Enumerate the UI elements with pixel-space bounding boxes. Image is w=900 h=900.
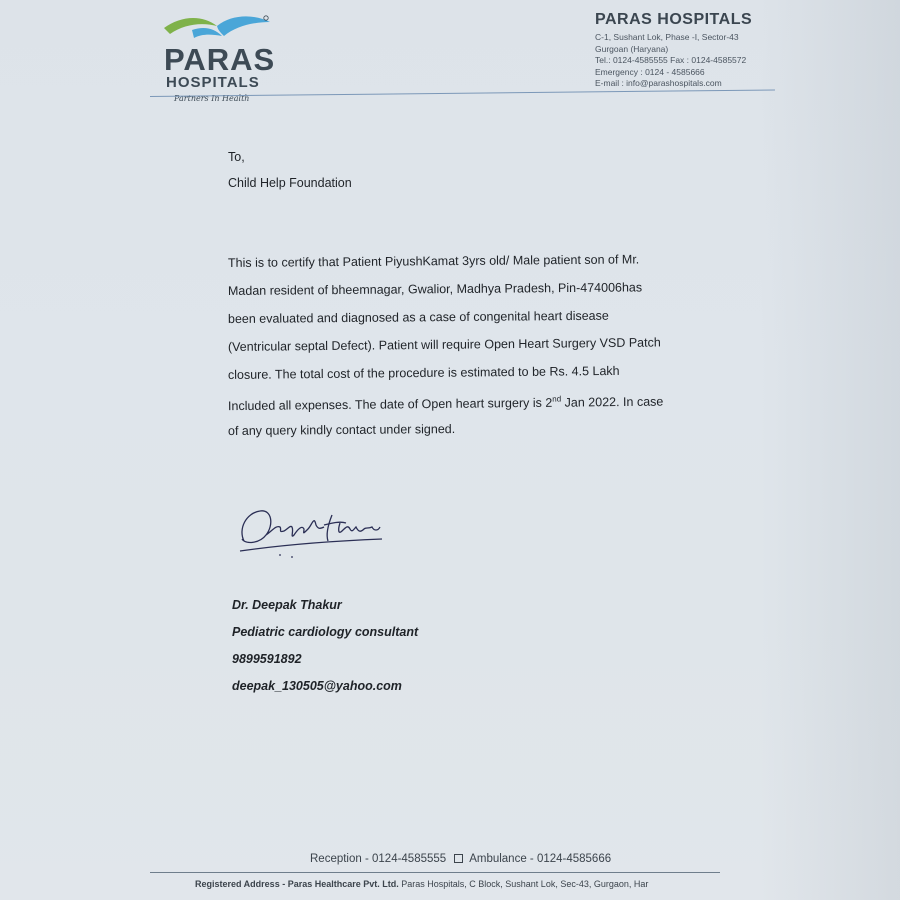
logo-tagline: Partners In Health [174, 94, 250, 103]
signatory-phone: 9899591892 [232, 652, 302, 666]
footer-divider [150, 872, 720, 873]
address-line: Gurgoan (Haryana) [595, 43, 669, 54]
date-rest: Jan 2022. In case [561, 394, 664, 410]
footer-contacts [310, 853, 611, 865]
page-shadow [760, 0, 900, 900]
signatory-email: deepak_130505@yahoo.com [232, 679, 402, 693]
handwritten-signature [232, 495, 392, 565]
body-line: Madan resident of bheemnagar, Gwalior, Madhya Pradesh, Pin-474006has [227, 280, 643, 298]
hands-logo-icon [162, 12, 272, 42]
registered-text: Paras Hospitals, C Block, Sushant Lok, Sec-43, Gurgaon, Har [398, 879, 649, 889]
square-bullet-icon [454, 854, 463, 863]
ambulance-number: Ambulance - 0124-4585666 [469, 853, 612, 865]
salutation: To, [228, 150, 245, 164]
hospital-title: PARAS HOSPITALS [595, 11, 753, 28]
emergency-line: Emergency : 0124 - 4585666 [595, 66, 705, 77]
signatory-role: Pediatric cardiology consultant [232, 625, 419, 639]
logo-name: PARAS [164, 42, 276, 77]
body-line: (Ventricular septal Defect). Patient will require Open Heart Surgery VSD Patch [227, 335, 661, 354]
hospital-logo [160, 12, 276, 103]
body-line-date [228, 388, 728, 421]
date-superscript: nd [552, 394, 562, 404]
body-line: of any query kindly contact under signed. [227, 422, 456, 438]
certificate-body [228, 253, 728, 449]
body-line: been evaluated and diagnosed as a case of congenital heart disease [227, 308, 609, 326]
body-line: closure. The total cost of the procedure is estimated to be Rs. 4.5 Lakh [227, 363, 620, 382]
date-text: Included all expenses. The date of Open heart surgery is 2 [227, 395, 553, 414]
recipient: Child Help Foundation [228, 176, 352, 190]
registered-label: Registered Address - Paras Healthcare Pvt. Ltd. [195, 879, 399, 889]
registered-address [195, 879, 648, 889]
body-line: This is to certify that Patient PiyushKamat 3yrs old/ Male patient son of Mr. [227, 252, 640, 270]
email-line: E-mail : info@parashospitals.com [595, 78, 722, 88]
phone-line: Tel.: 0124-4585555 Fax : 0124-4585572 [595, 55, 747, 65]
signatory-name: Dr. Deepak Thakur [232, 598, 342, 612]
address-line: C-1, Sushant Lok, Phase -I, Sector-43 [595, 32, 739, 42]
letterhead-address [595, 11, 795, 90]
reception-number: Reception - 0124-4585555 [310, 853, 447, 865]
logo-subname: HOSPITALS [166, 74, 260, 91]
